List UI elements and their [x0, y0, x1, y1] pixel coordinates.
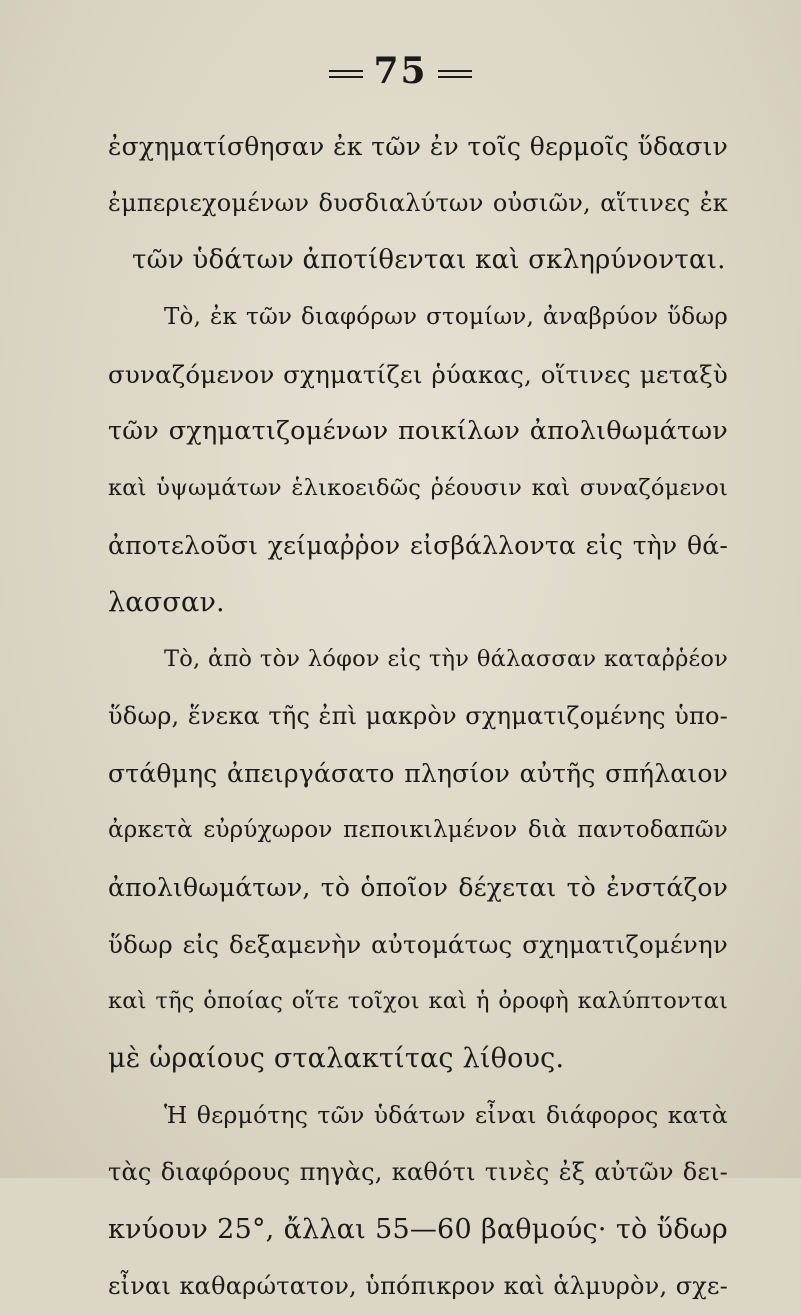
- text-line: τῶν σχηματιζομένων ποικίλων ἀπολιθωμάτων: [108, 416, 728, 446]
- text-line: Τὸ, ἀπὸ τὸν λόφον εἰς τὴν θάλασσαν καταῤῥέον: [164, 646, 728, 672]
- text-line: ὕδωρ, ἕνεκα τῆς ἐπὶ μακρὸν σχηματιζομένης ὑπο-: [108, 702, 728, 730]
- text-line: συναζόμενον σχηματίζει ῥύακας, οἵτινες μεταξὺ: [108, 360, 728, 389]
- page-header: [0, 50, 801, 92]
- header-rule-right: [438, 70, 472, 78]
- text-line: κνύουν 25°, ἄλλαι 55—60 βαθμούς· τὸ ὕδωρ: [108, 1214, 728, 1245]
- page-number: 75: [373, 50, 428, 92]
- header-rule-left: [329, 70, 363, 78]
- body-text: [108, 118, 728, 1315]
- text-line: ἀπολιθωμάτων, τὸ ὁποῖον δέχεται τὸ ἐνστάζον: [108, 873, 728, 902]
- text-line: στάθμης ἀπειργάσατο πλησίον αὐτῆς σπήλαιον: [108, 759, 728, 788]
- text-line: ἐσχηματίσθησαν ἐκ τῶν ἐν τοῖς θερμοῖς ὕδασιν: [108, 132, 728, 161]
- text-line: μὲ ὡραίους σταλακτίτας λίθους.: [108, 1043, 565, 1074]
- text-line: καὶ ὑψωμάτων ἑλικοειδῶς ῥέουσιν καὶ συναζόμενοι: [108, 475, 728, 501]
- text-line: Τὸ, ἐκ τῶν διαφόρων στομίων, ἀναβρύον ὕδωρ: [164, 304, 728, 330]
- text-line: τῶν ὑδάτων ἀποτίθενται καὶ σκληρύνονται.: [132, 245, 726, 275]
- text-line: εἶναι καθαρώτατον, ὑπόπικρον καὶ ἁλμυρὸν, σχε-: [108, 1272, 728, 1300]
- text-line: ὕδωρ εἰς δεξαμενὴν αὐτομάτως σχηματιζομένην: [108, 930, 728, 959]
- text-line: καὶ τῆς ὁποίας οἵτε τοῖχοι καὶ ἡ ὀροφὴ καλύπτονται: [108, 988, 728, 1014]
- text-line: ἀποτελοῦσι χείμαῤῥον εἰσβάλλοντα εἰς τὴν θά-: [108, 531, 728, 560]
- text-line: ἀρκετὰ εὐρύχωρον πεποικιλμένον διὰ παντοδαπῶν: [108, 817, 728, 843]
- text-line: λασσαν.: [108, 587, 225, 618]
- text-line: Ἡ θερμότης τῶν ὑδάτων εἶναι διάφορος κατὰ: [164, 1101, 728, 1129]
- text-line: τὰς διαφόρους πηγὰς, καθότι τινὲς ἐξ αὐτῶν δει-: [108, 1158, 728, 1186]
- text-line: ἐμπεριεχομένων δυσδιαλύτων οὐσιῶν, αἵτινες ἐκ: [108, 189, 728, 217]
